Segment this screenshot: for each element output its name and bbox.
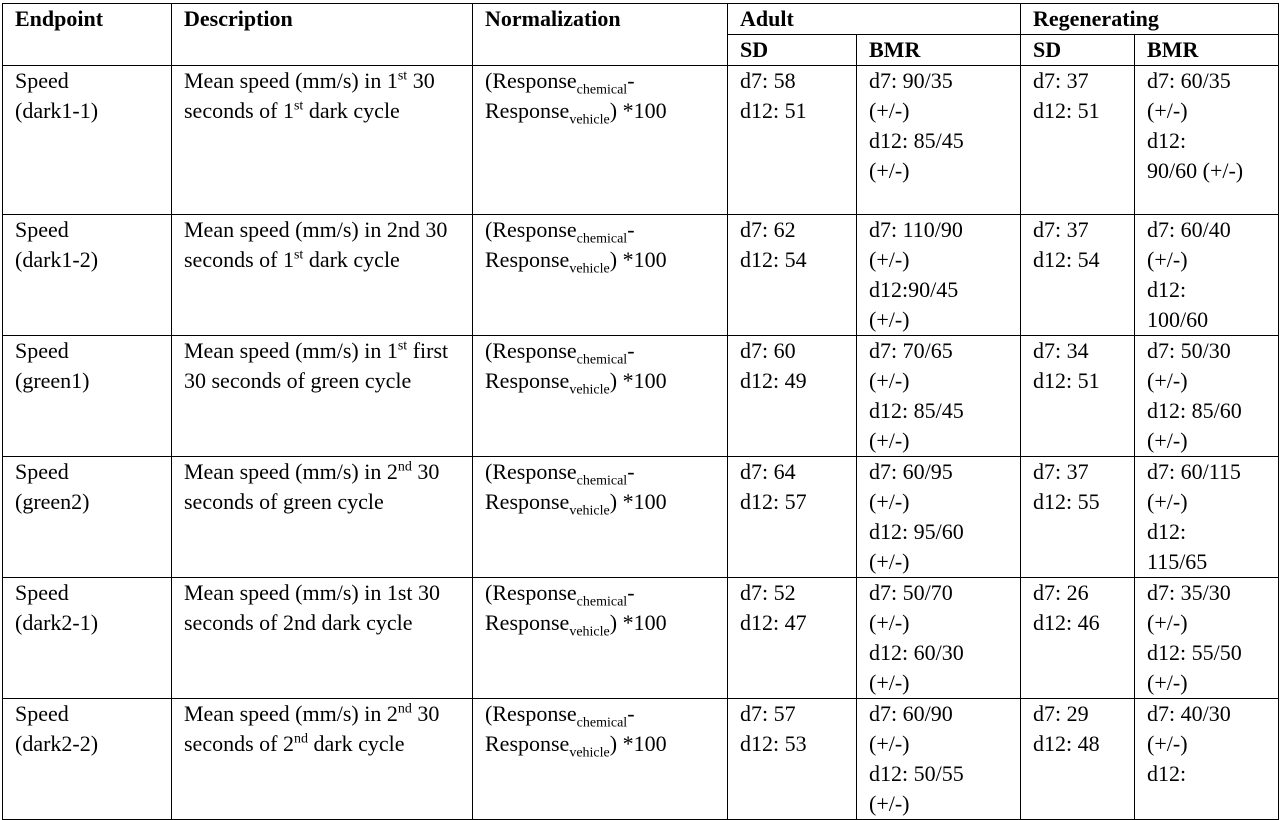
subscript-chemical: chemical xyxy=(576,82,628,98)
adult-bmr-line: (+/-) xyxy=(869,549,910,574)
adult-bmr-line: d12: 85/45 xyxy=(869,398,964,423)
header-description: Description xyxy=(172,4,473,66)
adult-bmr-line: d7: 70/65 xyxy=(869,338,953,363)
ordinal-superscript: nd xyxy=(293,731,308,747)
adult-bmr-line: (+/-) xyxy=(869,158,910,183)
endpoint-line: (green2) xyxy=(15,489,90,514)
adult-bmr-line: d7: 90/35 xyxy=(869,68,953,93)
ordinal-superscript: nd xyxy=(397,701,412,717)
regen-sd-cell xyxy=(1021,66,1135,215)
adult-sd-cell xyxy=(728,457,857,578)
adult-bmr-cell xyxy=(857,699,1021,820)
adult-bmr-line: (+/-) xyxy=(869,610,910,635)
regen-bmr-line: d12: xyxy=(1147,519,1187,544)
adult-sd-line: d7: 58 xyxy=(740,68,796,93)
description-cell: Mean speed (mm/s) in 2nd 30 seconds of green cycle xyxy=(172,457,473,578)
regen-sd-line: d7: 29 xyxy=(1033,701,1089,726)
regen-bmr-line: d7: 60/40 xyxy=(1147,217,1231,242)
table-row xyxy=(3,457,1279,578)
adult-bmr-line: (+/-) xyxy=(869,428,910,453)
table-row xyxy=(3,66,1279,215)
regen-bmr-cell xyxy=(1135,699,1279,820)
adult-bmr-cell xyxy=(857,578,1021,699)
adult-bmr-line: (+/-) xyxy=(869,791,910,816)
regen-sd-cell xyxy=(1021,457,1135,578)
adult-sd-cell xyxy=(728,66,857,215)
adult-sd-line: d7: 60 xyxy=(740,338,796,363)
endpoint-table xyxy=(2,3,1279,820)
regen-sd-cell xyxy=(1021,336,1135,457)
adult-bmr-line: d7: 110/90 xyxy=(869,217,963,242)
subscript-chemical: chemical xyxy=(576,715,628,731)
regen-sd-line: d12: 46 xyxy=(1033,610,1100,635)
table-row xyxy=(3,215,1279,336)
endpoint-cell xyxy=(3,699,172,820)
subscript-vehicle: vehicle xyxy=(569,745,610,761)
adult-bmr-cell xyxy=(857,336,1021,457)
adult-bmr-line: d7: 60/95 xyxy=(869,459,953,484)
regen-sd-cell xyxy=(1021,578,1135,699)
regen-sd-line: d12: 54 xyxy=(1033,247,1100,272)
endpoint-line: Speed xyxy=(15,459,69,484)
header-adult-sd: SD xyxy=(728,35,857,66)
adult-bmr-line: d12:90/45 xyxy=(869,277,959,302)
adult-bmr-line: d7: 60/90 xyxy=(869,701,953,726)
regen-sd-line: d7: 26 xyxy=(1033,580,1089,605)
regen-sd-line: d12: 48 xyxy=(1033,731,1100,756)
regen-bmr-line: (+/-) xyxy=(1147,428,1188,453)
header-endpoint: Endpoint xyxy=(3,4,172,66)
regen-bmr-line: d12: 55/50 xyxy=(1147,640,1242,665)
table-row xyxy=(3,336,1279,457)
adult-bmr-line: d12: 50/55 xyxy=(869,761,964,786)
adult-sd-line: d7: 64 xyxy=(740,459,796,484)
endpoint-line: Speed xyxy=(15,580,69,605)
regen-bmr-line: (+/-) xyxy=(1147,610,1188,635)
regen-bmr-cell xyxy=(1135,66,1279,215)
endpoint-cell xyxy=(3,336,172,457)
subscript-vehicle: vehicle xyxy=(569,382,610,398)
header-adult-bmr: BMR xyxy=(857,35,1021,66)
regen-bmr-line: (+/-) xyxy=(1147,670,1188,695)
adult-bmr-line: (+/-) xyxy=(869,368,910,393)
regen-bmr-line: (+/-) xyxy=(1147,731,1188,756)
subscript-chemical: chemical xyxy=(576,231,628,247)
endpoint-line: (dark2-2) xyxy=(15,731,99,756)
regen-sd-line: d7: 37 xyxy=(1033,68,1089,93)
regen-bmr-line: d7: 35/30 xyxy=(1147,580,1231,605)
regen-bmr-line: d12: 85/60 xyxy=(1147,398,1242,423)
endpoint-cell xyxy=(3,66,172,215)
regen-bmr-line: d12: xyxy=(1147,761,1187,786)
regen-sd-line: d7: 37 xyxy=(1033,459,1089,484)
adult-bmr-line: d12: 95/60 xyxy=(869,519,964,544)
adult-bmr-line: (+/-) xyxy=(869,670,910,695)
normalization-cell: (Response$_{chemical}$- Response$_{vehicle}$) *100 xyxy=(473,215,728,336)
subscript-chemical: chemical xyxy=(576,473,628,489)
regen-sd-cell xyxy=(1021,699,1135,820)
regen-bmr-line: (+/-) xyxy=(1147,247,1188,272)
adult-sd-cell xyxy=(728,699,857,820)
description-cell: Mean speed (mm/s) in 1st first 30 seconds of green cycle xyxy=(172,336,473,457)
adult-bmr-line: (+/-) xyxy=(869,307,910,332)
description-cell: Mean speed (mm/s) in 1st 30 seconds of 2nd dark cycle xyxy=(172,578,473,699)
endpoint-line: Speed xyxy=(15,217,69,242)
adult-sd-line: d12: 49 xyxy=(740,368,807,393)
adult-sd-line: d7: 57 xyxy=(740,701,796,726)
adult-bmr-line: (+/-) xyxy=(869,731,910,756)
description-cell: Mean speed (mm/s) in 2nd 30 seconds of 2nd dark cycle xyxy=(172,699,473,820)
subscript-vehicle: vehicle xyxy=(569,624,610,640)
header-regen-bmr: BMR xyxy=(1135,35,1279,66)
endpoint-cell xyxy=(3,457,172,578)
regen-bmr-line: 100/60 xyxy=(1147,307,1209,332)
adult-sd-cell xyxy=(728,578,857,699)
regen-bmr-line: d7: 50/30 xyxy=(1147,338,1231,363)
regen-bmr-line: 115/65 xyxy=(1147,549,1208,574)
adult-sd-line: d7: 62 xyxy=(740,217,796,242)
subscript-chemical: chemical xyxy=(576,352,628,368)
regen-bmr-cell xyxy=(1135,336,1279,457)
regen-bmr-line: (+/-) xyxy=(1147,489,1188,514)
subscript-vehicle: vehicle xyxy=(569,261,610,277)
description-cell: Mean speed (mm/s) in 1st 30 seconds of 1st dark cycle xyxy=(172,66,473,215)
regen-bmr-line: 90/60 (+/-) xyxy=(1147,158,1244,183)
regen-bmr-cell xyxy=(1135,578,1279,699)
adult-bmr-cell xyxy=(857,457,1021,578)
endpoint-line: Speed xyxy=(15,68,69,93)
subscript-chemical: chemical xyxy=(576,594,628,610)
header-regenerating: Regenerating xyxy=(1021,4,1279,35)
adult-bmr-line: d12: 85/45 xyxy=(869,128,964,153)
regen-bmr-cell xyxy=(1135,457,1279,578)
regen-sd-line: d12: 55 xyxy=(1033,489,1100,514)
adult-sd-line: d12: 51 xyxy=(740,98,807,123)
regen-bmr-line: d7: 60/115 xyxy=(1147,459,1241,484)
regen-bmr-line: d12: xyxy=(1147,277,1187,302)
adult-sd-line: d12: 53 xyxy=(740,731,807,756)
regen-sd-line: d7: 37 xyxy=(1033,217,1089,242)
ordinal-superscript: st xyxy=(293,247,304,263)
adult-bmr-line: (+/-) xyxy=(869,489,910,514)
adult-bmr-cell xyxy=(857,215,1021,336)
ordinal-superscript: st xyxy=(397,338,408,354)
endpoint-line: (dark1-2) xyxy=(15,247,99,272)
endpoint-cell xyxy=(3,215,172,336)
regen-bmr-line: d7: 60/35 xyxy=(1147,68,1231,93)
adult-bmr-line: d7: 50/70 xyxy=(869,580,953,605)
endpoint-line: (dark2-1) xyxy=(15,610,99,635)
regen-bmr-line: d12: xyxy=(1147,128,1187,153)
normalization-cell: (Response$_{chemical}$- Response$_{vehicle}$) *100 xyxy=(473,578,728,699)
endpoint-line: (dark1-1) xyxy=(15,98,99,123)
regen-sd-line: d12: 51 xyxy=(1033,98,1100,123)
normalization-cell: (Response$_{chemical}$- Response$_{vehicle}$) *100 xyxy=(473,336,728,457)
subscript-vehicle: vehicle xyxy=(569,503,610,519)
subscript-vehicle: vehicle xyxy=(569,112,610,128)
header-adult: Adult xyxy=(728,4,1021,35)
adult-bmr-cell xyxy=(857,66,1021,215)
regen-sd-line: d7: 34 xyxy=(1033,338,1089,363)
normalization-cell: (Response$_{chemical}$- Response$_{vehicle}$) *100 xyxy=(473,457,728,578)
ordinal-superscript: st xyxy=(293,98,304,114)
adult-sd-cell xyxy=(728,215,857,336)
endpoint-line: Speed xyxy=(15,338,69,363)
description-cell: Mean speed (mm/s) in 2nd 30 seconds of 1st dark cycle xyxy=(172,215,473,336)
table-row xyxy=(3,699,1279,820)
regen-sd-cell xyxy=(1021,215,1135,336)
regen-bmr-cell xyxy=(1135,215,1279,336)
endpoint-line: (green1) xyxy=(15,368,90,393)
adult-sd-line: d12: 54 xyxy=(740,247,807,272)
ordinal-superscript: st xyxy=(397,68,408,84)
adult-bmr-line: d12: 60/30 xyxy=(869,640,964,665)
adult-sd-line: d7: 52 xyxy=(740,580,796,605)
regen-bmr-line: (+/-) xyxy=(1147,98,1188,123)
ordinal-superscript: nd xyxy=(397,459,412,475)
endpoint-line: Speed xyxy=(15,701,69,726)
adult-sd-line: d12: 47 xyxy=(740,610,807,635)
adult-bmr-line: (+/-) xyxy=(869,98,910,123)
header-normalization: Normalization xyxy=(473,4,728,66)
adult-bmr-line: (+/-) xyxy=(869,247,910,272)
regen-bmr-line: d7: 40/30 xyxy=(1147,701,1231,726)
regen-sd-line: d12: 51 xyxy=(1033,368,1100,393)
header-regen-sd: SD xyxy=(1021,35,1135,66)
normalization-cell: (Response$_{chemical}$- Response$_{vehicle}$) *100 xyxy=(473,699,728,820)
adult-sd-cell xyxy=(728,336,857,457)
endpoint-cell xyxy=(3,578,172,699)
table-row xyxy=(3,578,1279,699)
normalization-cell: (Response$_{chemical}$- Response$_{vehicle}$) *100 xyxy=(473,66,728,215)
regen-bmr-line: (+/-) xyxy=(1147,368,1188,393)
table-body xyxy=(3,66,1279,820)
adult-sd-line: d12: 57 xyxy=(740,489,807,514)
